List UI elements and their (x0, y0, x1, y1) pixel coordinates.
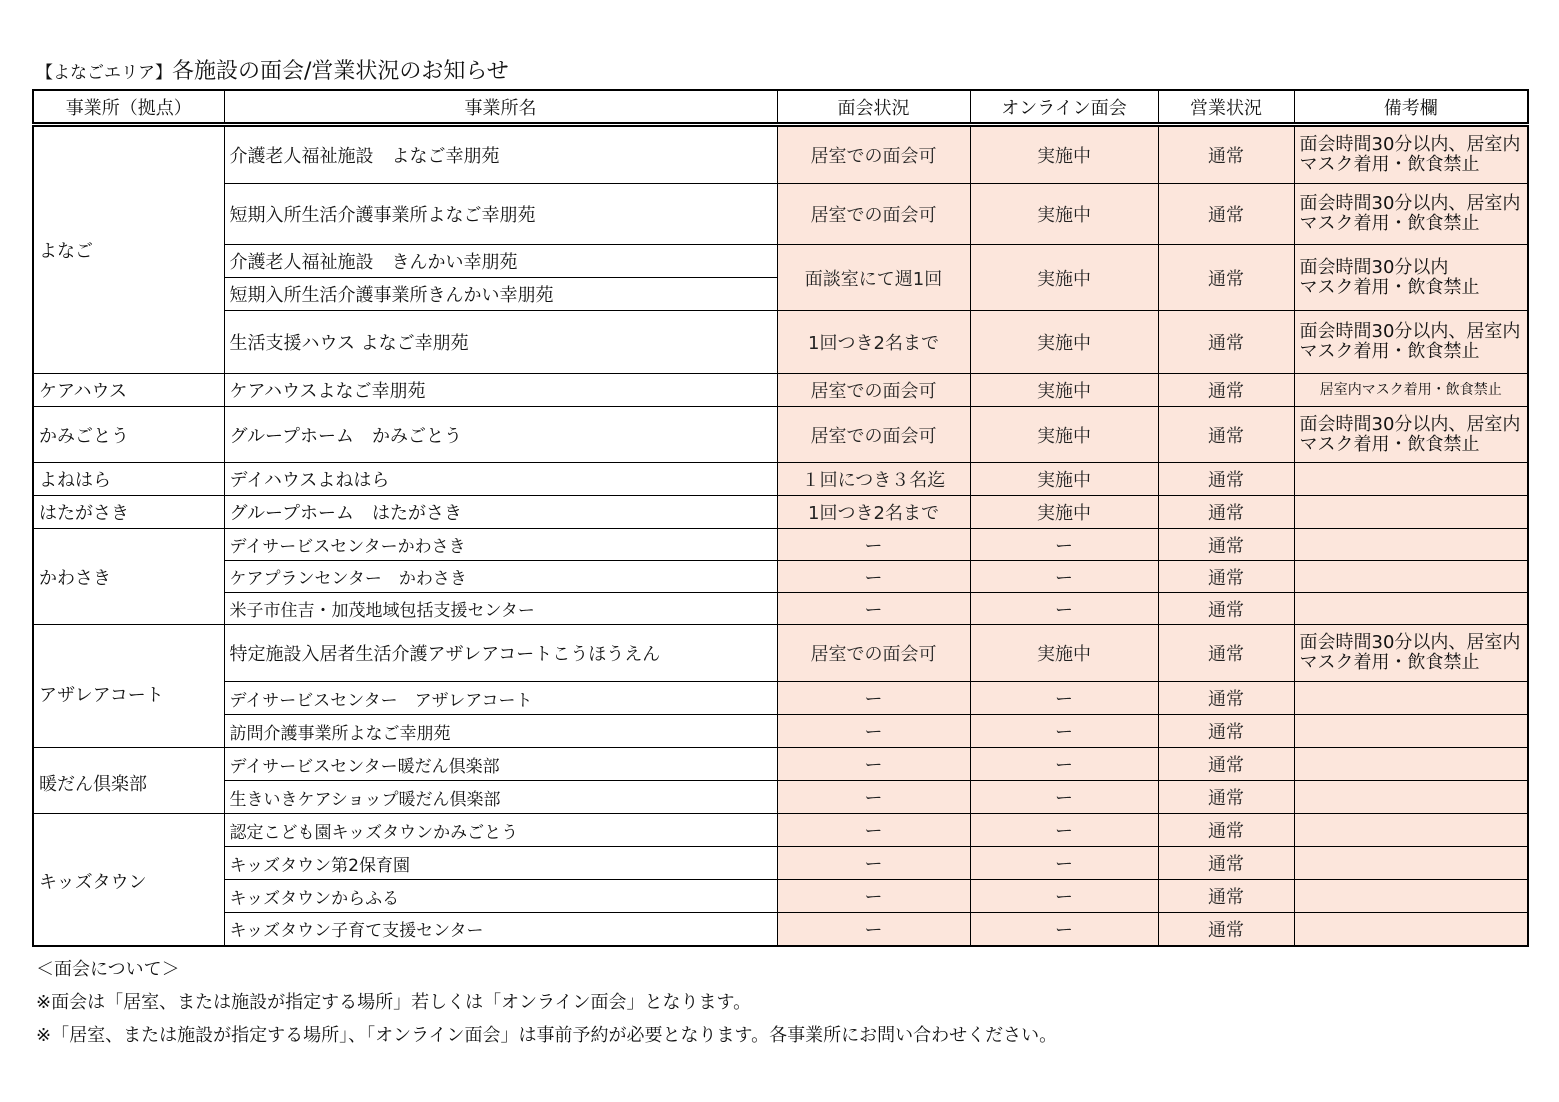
remarks-cell (1294, 561, 1528, 593)
business-status-cell: 通常 (1158, 913, 1294, 946)
notes-heading: ＜面会について＞ (36, 959, 180, 980)
remark-line: マスク着用・飲食禁止 (1299, 276, 1480, 298)
area-cell: かみごとう (33, 407, 224, 463)
facility-name-cell: デイハウスよねはら (224, 463, 777, 496)
facility-name-cell: 米子市住吉・加茂地域包括支援センター (224, 593, 777, 625)
facility-name-cell: 訪問介護事業所よなご幸朋苑 (224, 715, 777, 748)
facility-name-cell: デイサービスセンターかわさき (224, 529, 777, 561)
remarks-cell (1294, 529, 1528, 561)
page-title (36, 54, 509, 85)
online-visit-cell: ー (970, 561, 1158, 593)
table-row (33, 374, 1528, 407)
table-row (33, 715, 1528, 748)
area-cell: よなご (33, 125, 224, 374)
table-row (33, 311, 1528, 374)
remark-line: 面会時間30分以内、居室内 (1299, 193, 1521, 214)
business-status-cell: 通常 (1158, 682, 1294, 715)
visit-status-cell: 居室での面会可 (777, 184, 970, 245)
online-visit-cell: ー (970, 593, 1158, 625)
visit-status-cell: ー (777, 529, 970, 561)
online-visit-cell: ー (970, 880, 1158, 913)
facility-name-cell: 介護老人福祉施設 きんかい幸朋苑 (224, 245, 777, 278)
online-visit-cell: ー (970, 682, 1158, 715)
remark-line: 面会時間30分以内、居室内 (1299, 134, 1521, 155)
table-row (33, 682, 1528, 715)
visit-status-cell: ー (777, 593, 970, 625)
header-business-status: 営業状況 (1158, 90, 1294, 125)
business-status-cell: 通常 (1158, 781, 1294, 814)
table-header-row (33, 90, 1528, 125)
table-row (33, 463, 1528, 496)
online-visit-cell: 実施中 (970, 625, 1158, 682)
table-row (33, 529, 1528, 561)
business-status-cell: 通常 (1158, 748, 1294, 781)
business-status-cell: 通常 (1158, 593, 1294, 625)
table-row (33, 407, 1528, 463)
remarks-cell (1294, 407, 1528, 463)
remark-line: 面会時間30分以内、居室内 (1299, 632, 1521, 653)
note-line: ※面会は「居室、または施設が指定する場所」若しくは「オンライン面会」となります。 (36, 992, 752, 1013)
visit-status-cell: 1回つき2名まで (777, 496, 970, 529)
table-row (33, 781, 1528, 814)
visit-status-cell: ー (777, 814, 970, 847)
header-remarks: 備考欄 (1294, 90, 1528, 125)
online-visit-cell: ー (970, 913, 1158, 946)
table-row (33, 496, 1528, 529)
remarks-cell (1294, 125, 1528, 184)
area-tag: 【よなごエリア】 (36, 63, 172, 83)
visit-status-cell: 居室での面会可 (777, 125, 970, 184)
remark-line: マスク着用・飲食禁止 (1299, 433, 1480, 455)
facility-name-cell: ケアハウスよなご幸朋苑 (224, 374, 777, 407)
remark-line: マスク着用・飲食禁止 (1299, 652, 1480, 673)
remarks-cell (1294, 913, 1528, 946)
facility-name-cell: グループホーム かみごとう (224, 407, 777, 463)
visit-status-cell: ー (777, 913, 970, 946)
facility-name-cell: 生きいきケアショップ暖だん倶楽部 (224, 781, 777, 814)
facility-name-cell: 短期入所生活介護事業所きんかい幸朋苑 (224, 278, 777, 311)
remarks-cell: 居室内マスク着用・飲食禁止 (1294, 374, 1528, 407)
visit-status-cell: ー (777, 561, 970, 593)
visit-status-cell: ー (777, 748, 970, 781)
online-visit-cell: 実施中 (970, 496, 1158, 529)
header-online-visit: オンライン面会 (970, 90, 1158, 125)
remark-line: マスク着用・飲食禁止 (1299, 341, 1480, 362)
online-visit-cell: ー (970, 814, 1158, 847)
header-area: 事業所（拠点） (33, 90, 224, 125)
table-row (33, 847, 1528, 880)
remark-line: 面会時間30分以内 (1299, 256, 1449, 278)
remarks-cell (1294, 245, 1528, 311)
visit-status-cell: 居室での面会可 (777, 407, 970, 463)
remark-line: 面会時間30分以内、居室内 (1299, 413, 1521, 435)
business-status-cell: 通常 (1158, 847, 1294, 880)
business-status-cell: 通常 (1158, 311, 1294, 374)
facility-name-cell: キッズタウン子育て支援センター (224, 913, 777, 946)
table-row (33, 561, 1528, 593)
area-cell: かわさき (33, 529, 224, 625)
business-status-cell: 通常 (1158, 407, 1294, 463)
visit-status-cell: ー (777, 847, 970, 880)
visit-status-cell: ー (777, 781, 970, 814)
table-row (33, 814, 1528, 847)
title-text: 各施設の面会/営業状況のお知らせ (172, 59, 509, 84)
remark-line: マスク着用・飲食禁止 (1299, 213, 1480, 234)
business-status-cell: 通常 (1158, 374, 1294, 407)
remarks-cell (1294, 847, 1528, 880)
remarks-cell (1294, 496, 1528, 529)
remarks-cell (1294, 593, 1528, 625)
remarks-cell (1294, 748, 1528, 781)
business-status-cell: 通常 (1158, 245, 1294, 311)
visit-status-cell: 居室での面会可 (777, 625, 970, 682)
facility-name-cell: デイサービスセンター暖だん倶楽部 (224, 748, 777, 781)
remarks-cell (1294, 682, 1528, 715)
facility-name-cell: 認定こども園キッズタウンかみごとう (224, 814, 777, 847)
table-row (33, 913, 1528, 946)
area-cell: キッズタウン (33, 814, 224, 946)
facility-name-cell: キッズタウンからふる (224, 880, 777, 913)
remarks-cell (1294, 463, 1528, 496)
table-row (33, 593, 1528, 625)
online-visit-cell: ー (970, 781, 1158, 814)
online-visit-cell: 実施中 (970, 311, 1158, 374)
online-visit-cell: 実施中 (970, 245, 1158, 311)
header-facility-name: 事業所名 (224, 90, 777, 125)
remarks-cell (1294, 880, 1528, 913)
remark-line: マスク着用・飲食禁止 (1299, 154, 1480, 175)
area-cell: 暖だん倶楽部 (33, 748, 224, 814)
area-cell: はたがさき (33, 496, 224, 529)
table-row (33, 245, 1528, 278)
table-row (33, 625, 1528, 682)
area-cell: アザレアコート (33, 625, 224, 748)
facility-name-cell: キッズタウン第2保育園 (224, 847, 777, 880)
header-visit-status: 面会状況 (777, 90, 970, 125)
facility-name-cell: デイサービスセンター アザレアコート (224, 682, 777, 715)
business-status-cell: 通常 (1158, 125, 1294, 184)
area-cell: ケアハウス (33, 374, 224, 407)
visit-status-cell: １回につき３名迄 (777, 463, 970, 496)
remarks-cell (1294, 781, 1528, 814)
area-cell: よねはら (33, 463, 224, 496)
visit-status-cell: ー (777, 880, 970, 913)
table-row (33, 125, 1528, 184)
online-visit-cell: ー (970, 529, 1158, 561)
business-status-cell: 通常 (1158, 715, 1294, 748)
visit-status-cell: 面談室にて週1回 (777, 245, 970, 311)
visit-status-cell: ー (777, 715, 970, 748)
business-status-cell: 通常 (1158, 529, 1294, 561)
visit-status-cell: 居室での面会可 (777, 374, 970, 407)
facility-name-cell: 生活支援ハウス よなご幸朋苑 (224, 311, 777, 374)
remarks-cell (1294, 715, 1528, 748)
online-visit-cell: 実施中 (970, 184, 1158, 245)
facility-status-table (32, 89, 1529, 947)
facility-name-cell: 介護老人福祉施設 よなご幸朋苑 (224, 125, 777, 184)
remark-line: 面会時間30分以内、居室内 (1299, 321, 1521, 342)
business-status-cell: 通常 (1158, 561, 1294, 593)
table-row (33, 748, 1528, 781)
online-visit-cell: 実施中 (970, 374, 1158, 407)
note-line: ※「居室、または施設が指定する場所」、「オンライン面会」は事前予約が必要となります。各事業所にお問い合わせください。 (36, 1025, 1058, 1046)
visit-status-cell: 1回つき2名まで (777, 311, 970, 374)
online-visit-cell: 実施中 (970, 463, 1158, 496)
facility-name-cell: 特定施設入居者生活介護アザレアコートこうほうえん (224, 625, 777, 682)
facility-name-cell: 短期入所生活介護事業所よなご幸朋苑 (224, 184, 777, 245)
table-row (33, 184, 1528, 245)
business-status-cell: 通常 (1158, 496, 1294, 529)
online-visit-cell: 実施中 (970, 407, 1158, 463)
remarks-cell (1294, 625, 1528, 682)
facility-name-cell: グループホーム はたがさき (224, 496, 777, 529)
online-visit-cell: ー (970, 748, 1158, 781)
online-visit-cell: ー (970, 847, 1158, 880)
business-status-cell: 通常 (1158, 880, 1294, 913)
online-visit-cell: ー (970, 715, 1158, 748)
business-status-cell: 通常 (1158, 814, 1294, 847)
visit-status-cell: ー (777, 682, 970, 715)
business-status-cell: 通常 (1158, 625, 1294, 682)
business-status-cell: 通常 (1158, 184, 1294, 245)
table-row (33, 880, 1528, 913)
facility-name-cell: ケアプランセンター かわさき (224, 561, 777, 593)
remarks-cell (1294, 184, 1528, 245)
remarks-cell (1294, 311, 1528, 374)
remarks-cell (1294, 814, 1528, 847)
business-status-cell: 通常 (1158, 463, 1294, 496)
online-visit-cell: 実施中 (970, 125, 1158, 184)
